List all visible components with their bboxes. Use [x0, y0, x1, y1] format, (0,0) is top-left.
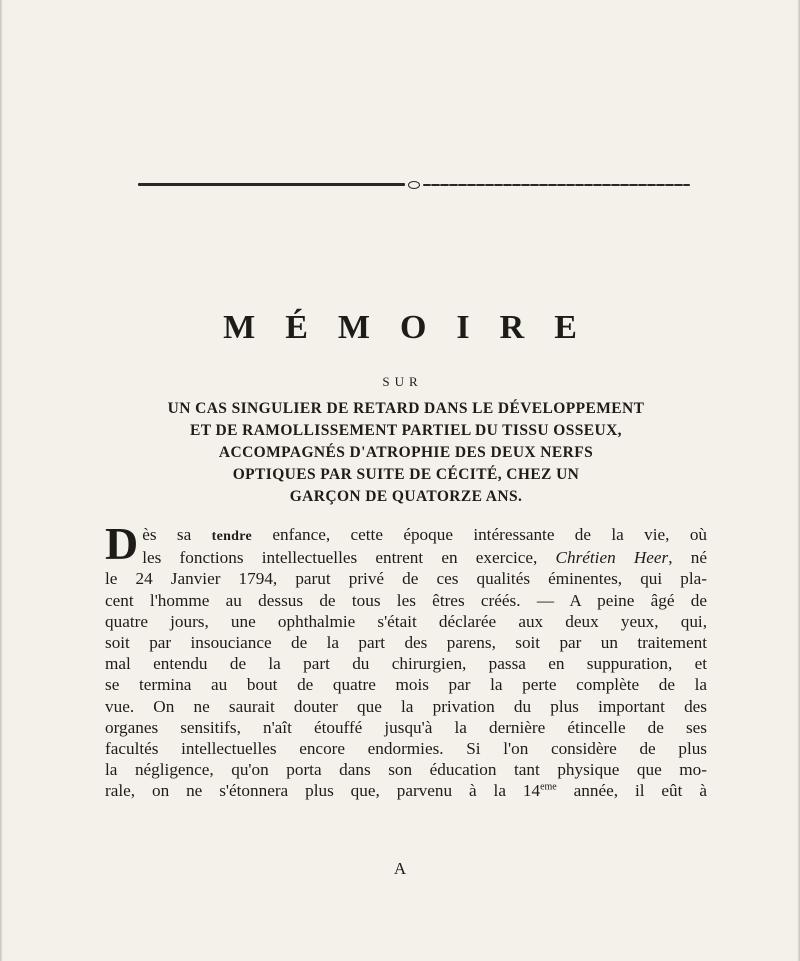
body-text-fragment: , né: [668, 548, 707, 568]
subtitle-line: ACCOMPAGNÉS D'ATROPHIE DES DEUX NERFS: [218, 444, 594, 461]
drop-cap: D: [105, 518, 139, 569]
body-text-fragment: ès sa: [142, 525, 192, 544]
body-text-fragment: enfance, cette époque intéressante de la vie, où: [252, 525, 708, 544]
signature-mark: A: [393, 859, 407, 878]
body-line: [105, 780, 707, 801]
lead-word: tendre: [211, 529, 253, 544]
body-line: vue. On ne saurait douter que la privation du plus important des: [105, 696, 707, 716]
body-line: cent l'homme au dessus de tous les êtres créés. — A peine âgé de: [105, 590, 707, 610]
body-line: [105, 547, 707, 568]
rule-right-bar: [423, 184, 690, 186]
body-line: soit par insouciance de la part des parens, soit par un traitement: [105, 633, 707, 653]
subtitle-line: GARÇON DE QUATORZE ANS.: [289, 488, 523, 505]
subtitle-line: UN CAS SINGULIER DE RETARD DANS LE DÉVELOPPEMENT: [167, 400, 645, 417]
ordinal-suffix: eme: [540, 781, 557, 793]
body-paragraph: [105, 518, 708, 802]
subtitle-line: ET DE RAMOLLISSEMENT PARTIEL DU TISSU OSSEUX,: [190, 422, 622, 439]
body-text-fragment: rale, on ne s'étonnera plus que, parvenu à la 14: [105, 781, 541, 801]
page-title: MÉMOIRE: [223, 309, 607, 346]
body-line: la négligence, qu'on porta dans son éducation tant physique que mo-: [105, 760, 707, 780]
rule-left-bar: [138, 183, 405, 186]
page-edge-left: [0, 0, 3, 961]
body-line: [105, 524, 707, 547]
subtitle-line: OPTIQUES PAR SUITE DE CÉCITÉ, CHEZ UN: [232, 466, 580, 483]
person-name: Chrétien Heer: [555, 548, 669, 568]
body-line: mal entendu de la part du chirurgien, passa en suppuration, et: [105, 654, 707, 674]
body-text-fragment: année, il eût à: [556, 781, 707, 801]
memoir-subtitle: [96, 398, 716, 508]
body-text-fragment: les fonctions intellectuelles entrent en exercice,: [142, 548, 556, 568]
body-line: le 24 Janvier 1794, parut privé de ces qualités éminentes, qui pla-: [105, 569, 707, 589]
body-line: quatre jours, une ophthalmie s'était déclarée aux deux yeux, qui,: [105, 611, 707, 631]
body-line: facultés intellectuelles encore endormies. Si l'on considère de plus: [105, 739, 707, 759]
rule-ornament-icon: [408, 181, 420, 189]
ornamental-rule: [138, 182, 690, 187]
body-line: organes sensitifs, n'aît étouffé jusqu'à la dernière étincelle de ses: [105, 717, 707, 737]
title-preposition: SUR: [382, 374, 423, 389]
body-line: se termina au bout de quatre mois par la perte complète de la: [105, 675, 707, 695]
